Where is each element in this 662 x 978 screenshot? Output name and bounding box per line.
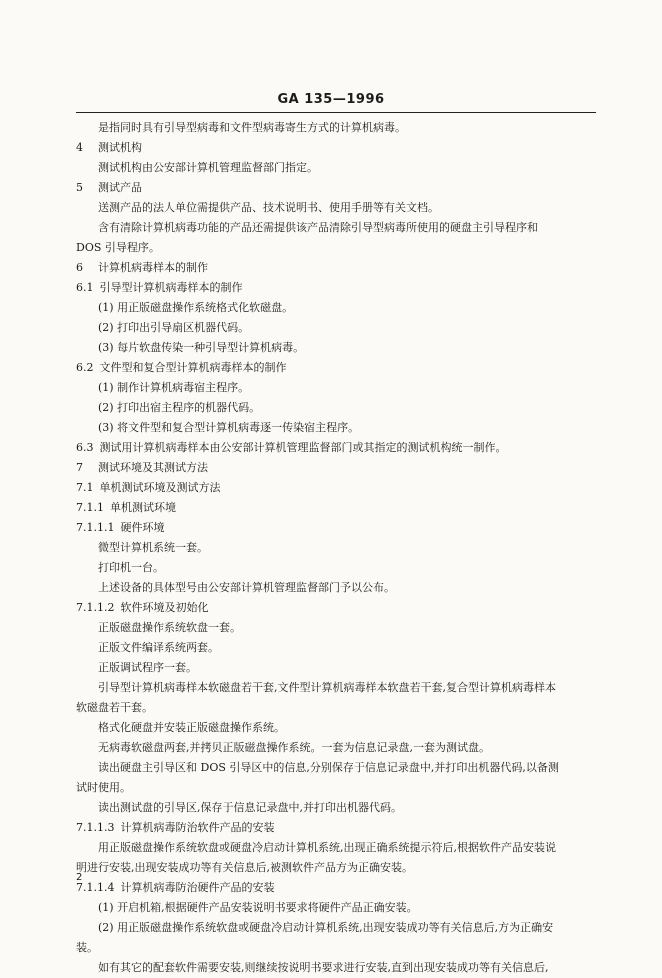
line-text: 上述设备的具体型号由公安部计算机管理监督部门予以公布。 xyxy=(98,581,395,594)
line-text: 测试环境及其测试方法 xyxy=(98,461,208,474)
line-text: 含有清除计算机病毒功能的产品还需提供该产品清除引导型病毒所使用的硬盘主引导程序和 xyxy=(98,221,538,234)
paragraph-line xyxy=(76,538,596,558)
section-heading xyxy=(76,258,596,278)
paragraph-line xyxy=(76,118,596,138)
paragraph-line xyxy=(76,618,596,638)
paragraph-line xyxy=(76,558,596,578)
line-text: 测试产品 xyxy=(98,181,142,194)
line-text: 读出硬盘主引导区和 DOS 引导区中的信息,分别保存于信息记录盘中,并打印出机器代码,以备测 xyxy=(98,761,559,774)
paragraph-line xyxy=(76,718,596,738)
line-text: (1) 开启机箱,根据硬件产品安装说明书要求将硬件产品正确安装。 xyxy=(98,901,418,914)
paragraph-line xyxy=(76,218,596,238)
line-text: 文件型和复合型计算机病毒样本的制作 xyxy=(99,361,287,374)
section-number: 7.1.1.4 xyxy=(76,881,115,894)
line-text: 硬件环境 xyxy=(120,521,165,534)
line-text: 正版磁盘操作系统软盘一套。 xyxy=(98,621,241,634)
header-rule xyxy=(76,112,596,113)
paragraph-line xyxy=(76,318,596,338)
paragraph-line xyxy=(76,838,596,858)
paragraph-line xyxy=(76,898,596,918)
line-text: 单机测试环境 xyxy=(110,501,176,514)
section-number: 7.1.1.2 xyxy=(76,601,115,614)
line-text: 正版调试程序一套。 xyxy=(98,661,197,674)
section-number: 7.1.1 xyxy=(76,501,104,514)
line-text: 用正版磁盘操作系统软盘或硬盘冷启动计算机系统,出现正确系统提示符后,根据软件产品安装说 xyxy=(98,841,556,854)
section-heading xyxy=(76,498,596,518)
section-heading xyxy=(76,818,596,838)
section-heading xyxy=(76,878,596,898)
paragraph-line xyxy=(76,338,596,358)
section-number: 5 xyxy=(76,181,83,194)
line-text: 引导型计算机病毒样本软磁盘若干套,文件型计算机病毒样本软盘若干套,复合型计算机病毒样本 xyxy=(98,681,556,694)
section-heading xyxy=(76,518,596,538)
line-text: 无病毒软磁盘两套,并拷贝正版磁盘操作系统。一套为信息记录盘,一套为测试盘。 xyxy=(98,741,490,754)
page-number: 2 xyxy=(76,872,83,883)
paragraph-line xyxy=(76,238,596,258)
paragraph-line xyxy=(76,198,596,218)
document-body xyxy=(76,118,596,978)
line-text: 微型计算机系统一套。 xyxy=(98,541,208,554)
section-number: 7 xyxy=(76,461,83,474)
line-text: 测试机构 xyxy=(98,141,142,154)
section-number: 6.3 xyxy=(76,441,94,454)
line-text: 计算机病毒样本的制作 xyxy=(98,261,208,274)
line-text: (1) 制作计算机病毒宿主程序。 xyxy=(98,381,250,394)
paragraph-line xyxy=(76,418,596,438)
section-heading xyxy=(76,458,596,478)
line-text: 单机测试环境及测试方法 xyxy=(99,481,221,494)
paragraph-line xyxy=(76,758,596,778)
section-heading xyxy=(76,438,596,458)
line-text: 测试用计算机病毒样本由公安部计算机管理监督部门或其指定的测试机构统一制作。 xyxy=(99,441,507,454)
section-heading xyxy=(76,278,596,298)
section-heading xyxy=(76,598,596,618)
line-text: 格式化硬盘并安装正版磁盘操作系统。 xyxy=(98,721,285,734)
paragraph-line xyxy=(76,958,596,978)
section-heading xyxy=(76,178,596,198)
section-heading xyxy=(76,138,596,158)
line-text: (3) 将文件型和复合型计算机病毒逐一传染宿主程序。 xyxy=(98,421,360,434)
line-text: 读出测试盘的引导区,保存于信息记录盘中,并打印出机器代码。 xyxy=(98,801,402,814)
line-text: (2) 用正版磁盘操作系统软盘或硬盘冷启动计算机系统,出现安装成功等有关信息后,方为正确安 xyxy=(98,921,554,934)
paragraph-line xyxy=(76,398,596,418)
paragraph-line xyxy=(76,738,596,758)
line-text: DOS 引导程序。 xyxy=(76,241,160,254)
paragraph-line xyxy=(76,798,596,818)
line-text: 测试机构由公安部计算机管理监督部门指定。 xyxy=(98,161,318,174)
line-text: 送测产品的法人单位需提供产品、技术说明书、使用手册等有关文档。 xyxy=(98,201,439,214)
line-text: (1) 用正版磁盘操作系统格式化软磁盘。 xyxy=(98,301,294,314)
paragraph-line xyxy=(76,658,596,678)
paragraph-line xyxy=(76,918,596,938)
section-number: 6 xyxy=(76,261,83,274)
document-header: GA 135—1996 xyxy=(277,92,385,107)
line-text: 正版文件编译系统两套。 xyxy=(98,641,219,654)
line-text: (2) 打印出宿主程序的机器代码。 xyxy=(98,401,261,414)
line-text: (2) 打印出引导扇区机器代码。 xyxy=(98,321,250,334)
paragraph-line xyxy=(76,578,596,598)
line-text: 计算机病毒防治软件产品的安装 xyxy=(120,821,275,834)
paragraph-line xyxy=(76,698,596,718)
section-heading xyxy=(76,478,596,498)
paragraph-line xyxy=(76,298,596,318)
line-text: 是指同时具有引导型病毒和文件型病毒寄生方式的计算机病毒。 xyxy=(98,121,406,134)
paragraph-line xyxy=(76,378,596,398)
paragraph-line xyxy=(76,938,596,958)
line-text: 装。 xyxy=(76,941,98,954)
line-text: (3) 每片软盘传染一种引导型计算机病毒。 xyxy=(98,341,305,354)
section-heading xyxy=(76,358,596,378)
line-text: 计算机病毒防治硬件产品的安装 xyxy=(120,881,275,894)
line-text: 如有其它的配套软件需要安装,则继续按说明书要求进行安装,直到出现安装成功等有关信息后, xyxy=(98,961,549,974)
paragraph-line xyxy=(76,778,596,798)
paragraph-line xyxy=(76,158,596,178)
line-text: 引导型计算机病毒样本的制作 xyxy=(99,281,243,294)
paragraph-line xyxy=(76,858,596,878)
paragraph-line xyxy=(76,638,596,658)
section-number: 6.2 xyxy=(76,361,94,374)
section-number: 6.1 xyxy=(76,281,94,294)
section-number: 7.1 xyxy=(76,481,94,494)
section-number: 7.1.1.3 xyxy=(76,821,115,834)
line-text: 软磁盘若干套。 xyxy=(76,701,153,714)
line-text: 明进行安装,出现安装成功等有关信息后,被测软件产品方为正确安装。 xyxy=(76,861,413,874)
line-text: 试时使用。 xyxy=(76,781,131,794)
paragraph-line xyxy=(76,678,596,698)
section-number: 7.1.1.1 xyxy=(76,521,115,534)
line-text: 软件环境及初始化 xyxy=(120,601,209,614)
line-text: 打印机一台。 xyxy=(98,561,164,574)
section-number: 4 xyxy=(76,141,83,154)
